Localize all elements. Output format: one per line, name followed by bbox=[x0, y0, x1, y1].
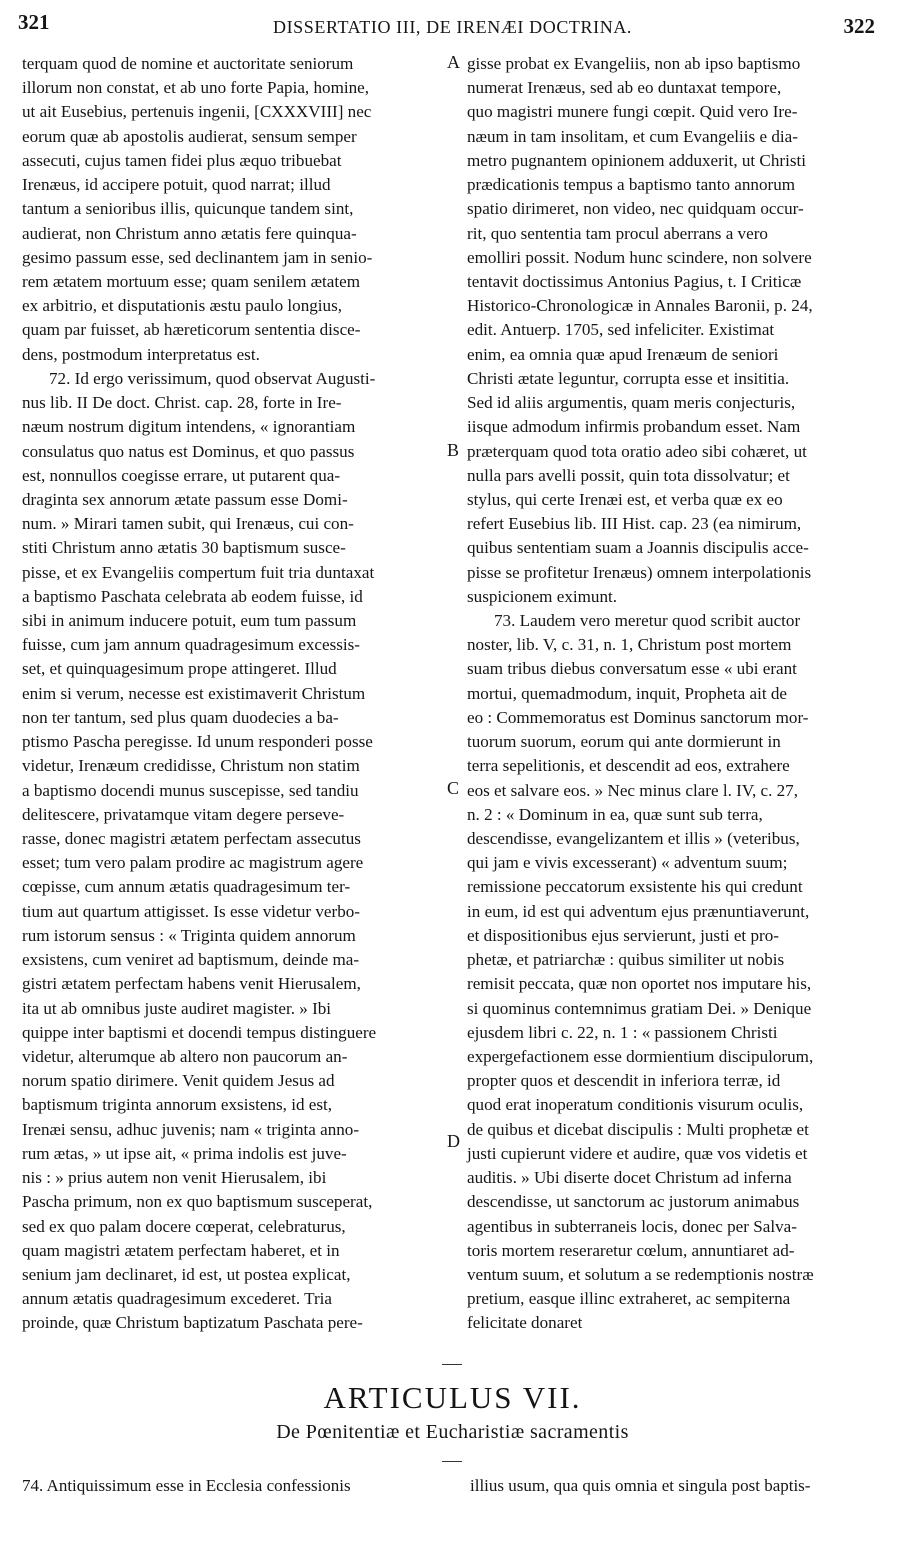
paragraph-72 bbox=[22, 367, 441, 1336]
text-line: rem ætatem mortuum esse; quam senilem ætatem bbox=[22, 271, 361, 291]
text-line: esset; tum vero palam prodire ac magistrum agere bbox=[22, 853, 364, 873]
text-line: n. 2 : « Dominum in ea, quæ sunt sub terra, bbox=[467, 804, 763, 824]
paragraph-continuation bbox=[22, 52, 441, 367]
text-line: et dispositionibus ejus servierunt, justi et pro- bbox=[467, 925, 779, 945]
text-line: gistri ætatem perfectam habens venit Hierusalem, bbox=[22, 974, 361, 994]
left-column bbox=[22, 52, 441, 1336]
text-line: expergefactionem esse dormientium discipulorum, bbox=[467, 1046, 814, 1066]
text-line: norum spatio dirimere. Venit quidem Jesus ad bbox=[22, 1071, 335, 1091]
text-line: Pascha primum, non ex quo baptismum susceperat, bbox=[22, 1192, 373, 1212]
text-line: tuorum suorum, eorum qui ante dormierunt in bbox=[467, 732, 781, 752]
text-line: ventum suum, et solutum a se redemptionis nostræ bbox=[467, 1264, 814, 1284]
text-line: næum nostrum digitum intendens, « ignorantiam bbox=[22, 417, 356, 437]
text-line: stylus, qui certe Irenæi est, et verba quæ ex eo bbox=[467, 489, 783, 509]
article-title: ARTICULUS VII. bbox=[323, 1380, 582, 1415]
page-number-right: 322 bbox=[843, 14, 875, 38]
text-line: Historico-Chronologicæ in Annales Baronii, p. 24, bbox=[467, 296, 813, 316]
text-line: propter quos et descendit in inferiora terræ, id bbox=[467, 1071, 781, 1091]
text-line: fuisse, cum jam annum quadragesimum excessis- bbox=[22, 635, 360, 655]
text-line: remissione peccatorum exsistente his qui credunt bbox=[467, 877, 803, 897]
text-line: enim si verum, necesse est existimaverit Christum bbox=[22, 683, 366, 703]
text-line: videtur, Irenæum credidisse, Christum non statim bbox=[22, 756, 360, 776]
text-line: felicitate donaret bbox=[467, 1313, 583, 1333]
text-line: pisse se profitetur Irenæus) omnem interpolationis bbox=[467, 562, 812, 582]
text-line: assecuti, cujus tamen fidei plus æquo tribuebat bbox=[22, 150, 342, 170]
text-line: præterquam quod tota oratio adeo sibi cohæret, ut bbox=[467, 441, 807, 461]
text-line: dens, postmodum interpretatus est. bbox=[22, 344, 260, 364]
footer-line-right: illius usum, qua quis omnia et singula post baptis- bbox=[470, 1476, 811, 1495]
text-line: si quominus contemnimus gratiam Dei. » Denique bbox=[467, 998, 812, 1018]
text-line: Sed id aliis argumentis, quam meris conjecturis, bbox=[467, 393, 796, 413]
text-line: nus lib. II De doct. Christ. cap. 28, forte in Ire- bbox=[22, 393, 342, 413]
text-line: tentavit doctissimus Antonius Pagius, t. I Criticæ bbox=[467, 271, 802, 291]
text-line: numerat Irenæus, sed ab eo duntaxat tempore, bbox=[467, 78, 782, 98]
text-line: non ter tantum, sed plus quam duodecies a ba- bbox=[22, 707, 339, 727]
text-line: prædicationis tempus a baptismo tanto annorum bbox=[467, 175, 796, 195]
text-line: refert Eusebius lib. III Hist. cap. 23 (ea nimirum, bbox=[467, 514, 802, 534]
text-line: spatio dirimeret, non video, nec quidquam occur- bbox=[467, 199, 804, 219]
text-line: rit, quo sententia tam procul aberrans a vero bbox=[467, 223, 768, 243]
text-line: terra sepelitionis, et descendit ad eos, extrahere bbox=[467, 756, 790, 776]
text-line: delitescere, privatamque vitam degere perseve- bbox=[22, 804, 345, 824]
margin-marker-b: B bbox=[447, 440, 460, 460]
text-line: ita ut ab omnibus juste audiret magister. » Ibi bbox=[22, 998, 332, 1018]
text-line: rasse, donec magistri ætatem perfectam assecutus bbox=[22, 829, 361, 848]
text-line: suspicionem eximunt. bbox=[467, 586, 618, 606]
text-line: num. » Mirari tamen subit, qui Irenæus, cui con- bbox=[22, 514, 354, 534]
text-line: gisse probat ex Evangeliis, non ab ipso baptismo bbox=[467, 54, 801, 73]
text-line: agentibus in subterraneis locis, donec per Salva- bbox=[467, 1216, 797, 1236]
text-line: pretium, easque illinc extraheret, ac sempiterna bbox=[467, 1289, 791, 1309]
text-line: ut ait Eusebius, pertenuis ingenii, [CXXXVIII] nec bbox=[22, 102, 372, 122]
text-line: phetæ, et patriarchæ : quibus similiter ut nobis bbox=[467, 950, 785, 970]
article-subtitle: De Pœnitentiæ et Eucharistiæ sacramentis bbox=[276, 1421, 629, 1443]
text-line: iisque admodum infirmis probandum esset. Nam bbox=[467, 417, 801, 437]
text-line: a baptismo Paschata celebrata ab eodem fuisse, id bbox=[22, 586, 363, 606]
text-line: baptismum triginta annorum exsistens, id est, bbox=[22, 1095, 333, 1115]
text-line: suam tribus diebus conversatum esse « ubi erant bbox=[467, 659, 797, 679]
divider-bottom bbox=[442, 1461, 462, 1462]
text-line: terquam quod de nomine et auctoritate seniorum bbox=[22, 54, 354, 73]
text-line: nulla pars avelli possit, quin tota dissolvatur; et bbox=[467, 465, 790, 485]
text-line: emolliri possit. Nodum hunc scindere, non solvere bbox=[467, 247, 812, 267]
running-title: DISSERTATIO III, DE IRENÆI DOCTRINA. bbox=[272, 17, 633, 37]
text-line: quippe inter baptismi et docendi tempus distinguere bbox=[22, 1022, 377, 1042]
margin-marker-d: D bbox=[447, 1131, 460, 1151]
text-line: Christi ætate leguntur, corrupta esse et insititia. bbox=[467, 368, 790, 388]
text-line: ptismo Pascha peregisse. Id unum responderi posse bbox=[22, 732, 373, 752]
text-line: proinde, quæ Christum baptizatum Paschata pere- bbox=[22, 1313, 363, 1333]
paragraph-73 bbox=[467, 609, 884, 1336]
text-line: descendisse, evangelizantem et illis » (veteribus, bbox=[467, 829, 800, 848]
text-line: quam par fuisset, ab hæreticorum sententia disce- bbox=[22, 320, 361, 340]
text-line: videtur, alterumque ab altero non paucorum an- bbox=[22, 1046, 348, 1066]
margin-marker-a: A bbox=[447, 52, 460, 72]
right-column bbox=[467, 52, 884, 1336]
text-line: sibi in animum inducere potuit, eum tum passum bbox=[22, 611, 357, 631]
footer-line-left: 74. Antiquissimum esse in Ecclesia confessionis bbox=[22, 1476, 351, 1495]
text-line: draginta sex annorum ætate passum esse Domi- bbox=[22, 489, 348, 509]
text-line: mortui, quemadmodum, inquit, Propheta ait de bbox=[467, 683, 787, 703]
text-line: 73. Laudem vero meretur quod scribit auctor bbox=[494, 611, 801, 631]
text-line: Irenæus, id accipere potuit, quod narrat; illud bbox=[22, 175, 331, 195]
page-number-left: 321 bbox=[18, 10, 50, 34]
text-line: ex arbitrio, et disputationis æstu paulo longius, bbox=[22, 296, 343, 316]
text-line: illorum non constat, et ab uno forte Papia, homine, bbox=[22, 78, 370, 98]
text-line: de quibus et dicebat discipulis : Multi prophetæ et bbox=[467, 1119, 809, 1139]
text-line: nis : » prius autem non venit Hierusalem, ibi bbox=[22, 1168, 327, 1188]
text-line: eorum quæ ab apostolis audierat, sensum semper bbox=[22, 126, 357, 146]
text-line: Irenæi sensu, adhuc juvenis; nam « triginta anno- bbox=[22, 1119, 360, 1139]
text-line: quod erat inoperatum conditionis visurum oculis, bbox=[467, 1095, 804, 1115]
text-line: consulatus quo natus est Dominus, et quo passus bbox=[22, 441, 355, 461]
text-line: rum istorum sensus : « Triginta quidem annorum bbox=[22, 925, 356, 945]
text-line: næum in tam insolitam, et cum Evangeliis e dia- bbox=[467, 126, 798, 146]
text-line: pisse, et ex Evangeliis compertum fuit tria duntaxat bbox=[22, 562, 375, 582]
text-line: sed ex quo palam docere cœperat, celebraturus, bbox=[22, 1216, 346, 1236]
text-line: gesimo passum esse, sed declinantem jam in senio- bbox=[22, 247, 373, 267]
margin-marker-c: C bbox=[447, 778, 460, 798]
text-line: eo : Commemoratus est Dominus sanctorum mor- bbox=[467, 707, 809, 727]
text-line: descendisse, ut sanctorum ac justorum animabus bbox=[467, 1192, 800, 1212]
text-line: metro pugnantem opinionem adduxerit, ut Christi bbox=[467, 150, 806, 170]
text-line: est, nonnullos coegisse errare, ut putarent qua- bbox=[22, 465, 341, 485]
text-line: senium jam declinaret, id est, ut postea explicat, bbox=[22, 1264, 351, 1284]
text-line: set, et quinquagesimum prope attingeret. Illud bbox=[22, 659, 337, 679]
text-line: ejusdem libri c. 22, n. 1 : « passionem Christi bbox=[467, 1022, 778, 1042]
text-line: edit. Antuerp. 1705, sed infeliciter. Existimat bbox=[467, 320, 775, 340]
text-line: annum ætatis quadragesimum excederet. Tria bbox=[22, 1289, 332, 1309]
text-line: in eum, id est qui adventum ejus prænuntiaverunt, bbox=[467, 901, 810, 921]
text-line: tantum a senioribus illis, quicunque tandem sint, bbox=[22, 199, 354, 219]
text-line: remisit peccata, quæ non oportet nos imputare his, bbox=[467, 974, 812, 994]
text-line: enim, ea omnia quæ apud Irenæum de seniori bbox=[467, 344, 779, 364]
text-line: auditis. » Ubi diserte docet Christum ad inferna bbox=[467, 1168, 792, 1188]
divider-top bbox=[442, 1364, 462, 1365]
text-line: quam magistri ætatem perfectam haberet, et in bbox=[22, 1240, 340, 1260]
text-line: audierat, non Christum anno ætatis fere quinqua- bbox=[22, 223, 357, 243]
text-line: a baptismo docendi munus suscepisse, sed tandiu bbox=[22, 780, 359, 800]
text-line: justi cupierunt videre et audire, quæ vos videtis et bbox=[467, 1143, 808, 1163]
text-line: toris mortem reseraretur cœlum, annuntiaret ad- bbox=[467, 1240, 795, 1260]
text-line: rum ætas, » ut ipse ait, « prima indolis est juve- bbox=[22, 1143, 347, 1163]
text-line: eos et salvare eos. » Nec minus clare l. IV, c. 27, bbox=[467, 780, 799, 800]
text-line: quo magistri munere fungi cœpit. Quid vero Ire- bbox=[467, 102, 798, 122]
text-line: tium aut quartum attigisset. Is esse videtur verbo- bbox=[22, 901, 361, 921]
page-header bbox=[0, 0, 905, 44]
text-line: noster, lib. V, c. 31, n. 1, Christum post mortem bbox=[467, 635, 792, 655]
text-line: cœpisse, cum annum ætatis quadragesimum ter- bbox=[22, 877, 351, 897]
text-line: 72. Id ergo verissimum, quod observat Augusti- bbox=[49, 368, 376, 388]
paragraph-continuation bbox=[467, 52, 884, 609]
text-line: stiti Christum anno ætatis 30 baptismum susce- bbox=[22, 538, 346, 558]
text-line: exsistens, cum veniret ad baptismum, deinde ma- bbox=[22, 950, 360, 970]
text-line: qui jam e vivis excesserant) « adventum suum; bbox=[467, 853, 788, 873]
text-line: quibus sententiam suam a Joannis discipulis acce- bbox=[467, 538, 809, 558]
